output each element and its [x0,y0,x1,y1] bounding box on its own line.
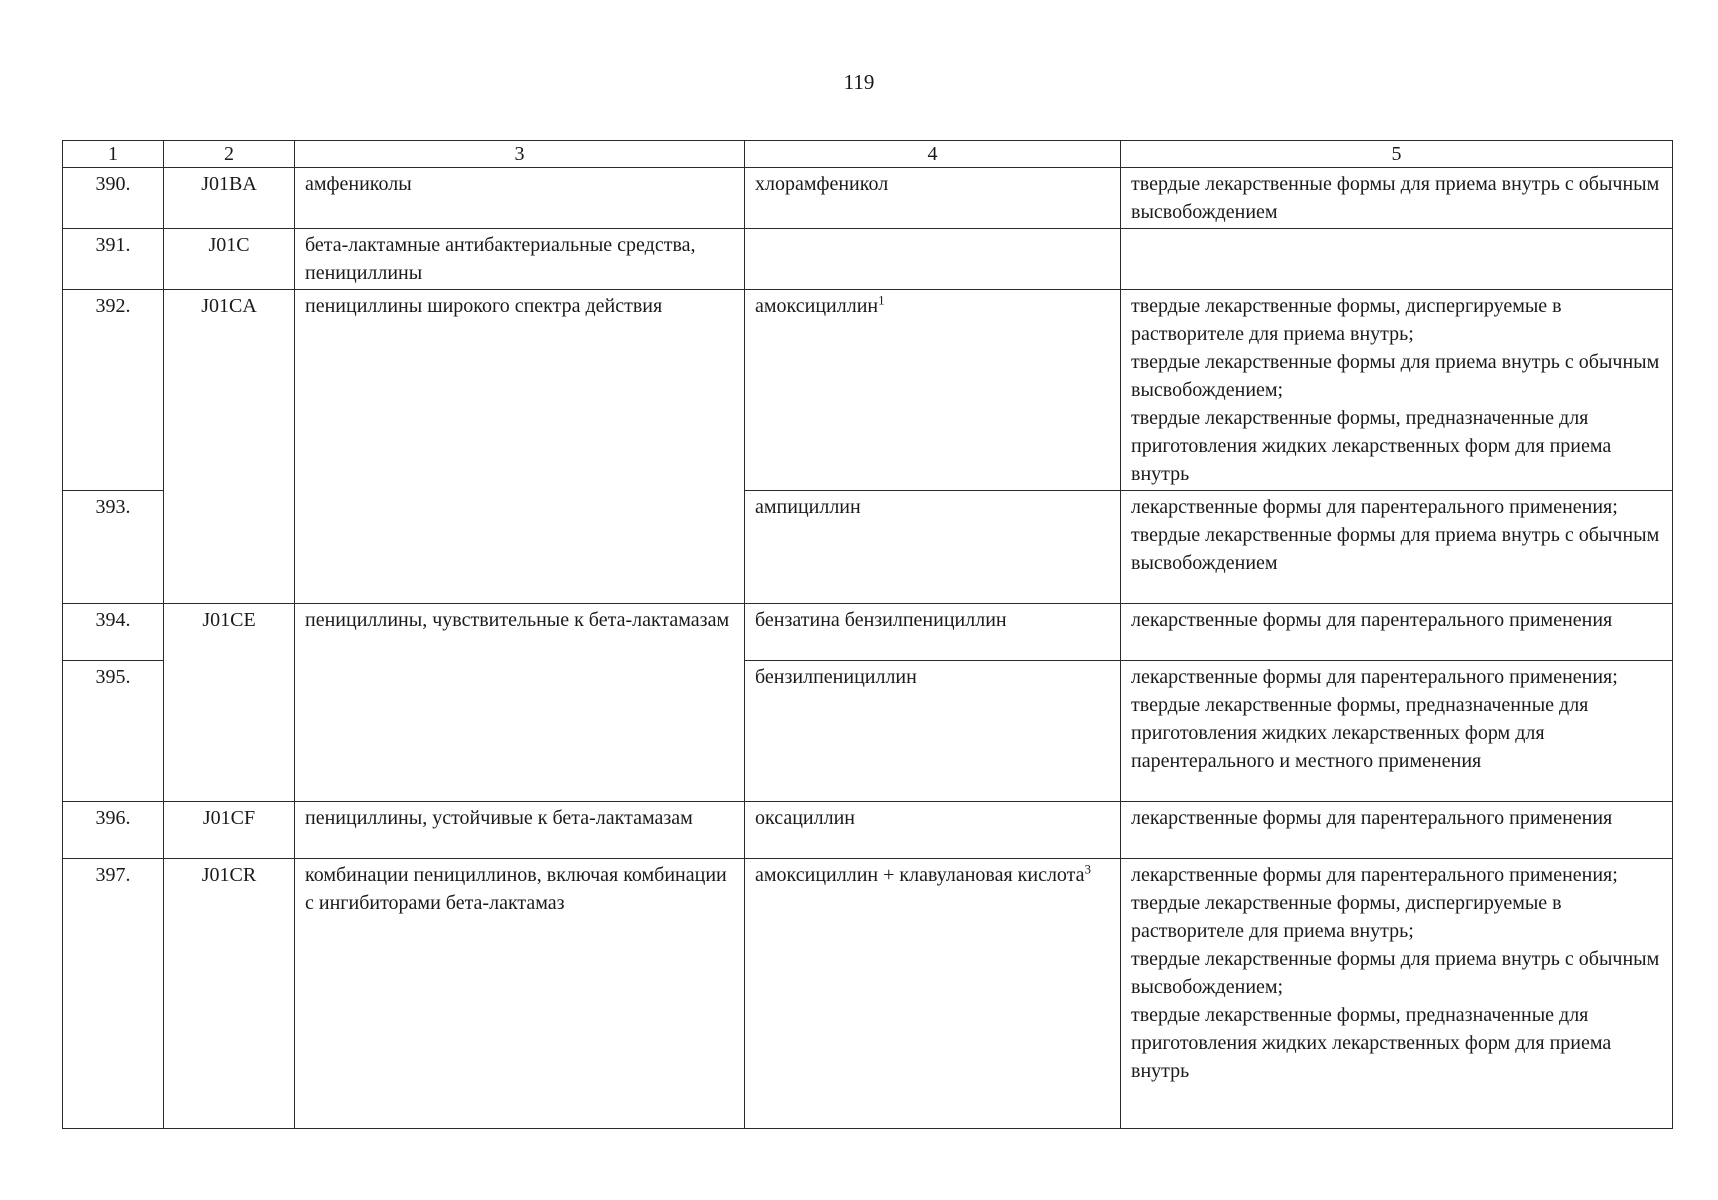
table-row [63,802,1673,859]
page-number: 119 [843,70,875,94]
drug-name: хлорамфеникол [745,168,1121,229]
drug-group: пенициллины широкого спектра действия [295,290,745,604]
dosage-form: твердые лекарственные формы, диспергируемые в растворителе для приема внутрь; [1131,295,1562,345]
dosage-form: твердые лекарственные формы для приема внутрь с обычным высвобождением [1131,524,1660,574]
dosage-form: твердые лекарственные формы для приема внутрь с обычным высвобождением [1131,173,1660,223]
drug-name-text: амоксициллин + клавулановая кислота [755,864,1085,886]
drug-name: бензатина бензилпенициллин [745,604,1121,661]
dosage-form: твердые лекарственные формы, предназначенные для приготовления жидких лекарственных форм для парентерального и местного применения [1131,694,1589,772]
row-number: 390. [63,168,164,229]
atc-code: J01C [164,229,295,290]
atc-code: J01CE [164,604,295,802]
table-header-row [63,141,1673,168]
drug-name: бензилпенициллин [745,661,1121,802]
drug-group: комбинации пенициллинов, включая комбинации с ингибиторами бета-лактамаз [295,859,745,1129]
dosage-forms [1121,491,1673,604]
dosage-form: лекарственные формы для парентерального применения; [1131,496,1618,518]
row-number: 392. [63,290,164,491]
row-number: 394. [63,604,164,661]
column-header-1: 1 [63,141,164,168]
atc-code: J01CR [164,859,295,1129]
row-number: 396. [63,802,164,859]
dosage-form: лекарственные формы для парентерального применения; [1131,864,1618,886]
row-number: 395. [63,661,164,802]
drug-table [62,140,1673,1129]
dosage-form: лекарственные формы для парентерального применения [1131,609,1613,631]
column-header-4: 4 [745,141,1121,168]
footnote-mark: 3 [1084,861,1092,877]
dosage-form: твердые лекарственные формы, предназначенные для приготовления жидких лекарственных форм для приема внутрь [1131,407,1612,485]
drug-group: бета-лактамные антибактериальные средства, пенициллины [295,229,745,290]
table-row [63,859,1673,1129]
row-number: 391. [63,229,164,290]
dosage-forms [1121,802,1673,859]
drug-group: пенициллины, устойчивые к бета-лактамазам [295,802,745,859]
table-row [63,168,1673,229]
drug-name [745,290,1121,491]
dosage-forms [1121,168,1673,229]
drug-group: пенициллины, чувствительные к бета-лактамазам [295,604,745,802]
dosage-form: лекарственные формы для парентерального применения [1131,807,1613,829]
atc-code: J01CF [164,802,295,859]
dosage-form: твердые лекарственные формы, диспергируемые в растворителе для приема внутрь; [1131,892,1562,942]
dosage-forms [1121,229,1673,290]
row-number: 393. [63,491,164,604]
dosage-form: твердые лекарственные формы для приема внутрь с обычным высвобождением; [1131,948,1660,998]
dosage-forms [1121,661,1673,802]
table-row [63,604,1673,661]
footnote-mark: 1 [878,292,885,308]
row-number: 397. [63,859,164,1129]
drug-name [745,229,1121,290]
drug-name-text: амоксициллин [755,295,879,317]
dosage-form: лекарственные формы для парентерального применения; [1131,666,1618,688]
dosage-form: твердые лекарственные формы для приема внутрь с обычным высвобождением; [1131,351,1660,401]
dosage-forms [1121,859,1673,1129]
dosage-forms [1121,290,1673,491]
dosage-form: твердые лекарственные формы, предназначенные для приготовления жидких лекарственных форм для приема внутрь [1131,1004,1612,1082]
column-header-3: 3 [295,141,745,168]
dosage-forms [1121,604,1673,661]
drug-name: оксациллин [745,802,1121,859]
drug-name: ампициллин [745,491,1121,604]
drug-name [745,859,1121,1129]
column-header-5: 5 [1121,141,1673,168]
column-header-2: 2 [164,141,295,168]
atc-code: J01BA [164,168,295,229]
atc-code: J01CA [164,290,295,604]
table-row [63,290,1673,491]
table-row [63,229,1673,290]
drug-group: амфениколы [295,168,745,229]
